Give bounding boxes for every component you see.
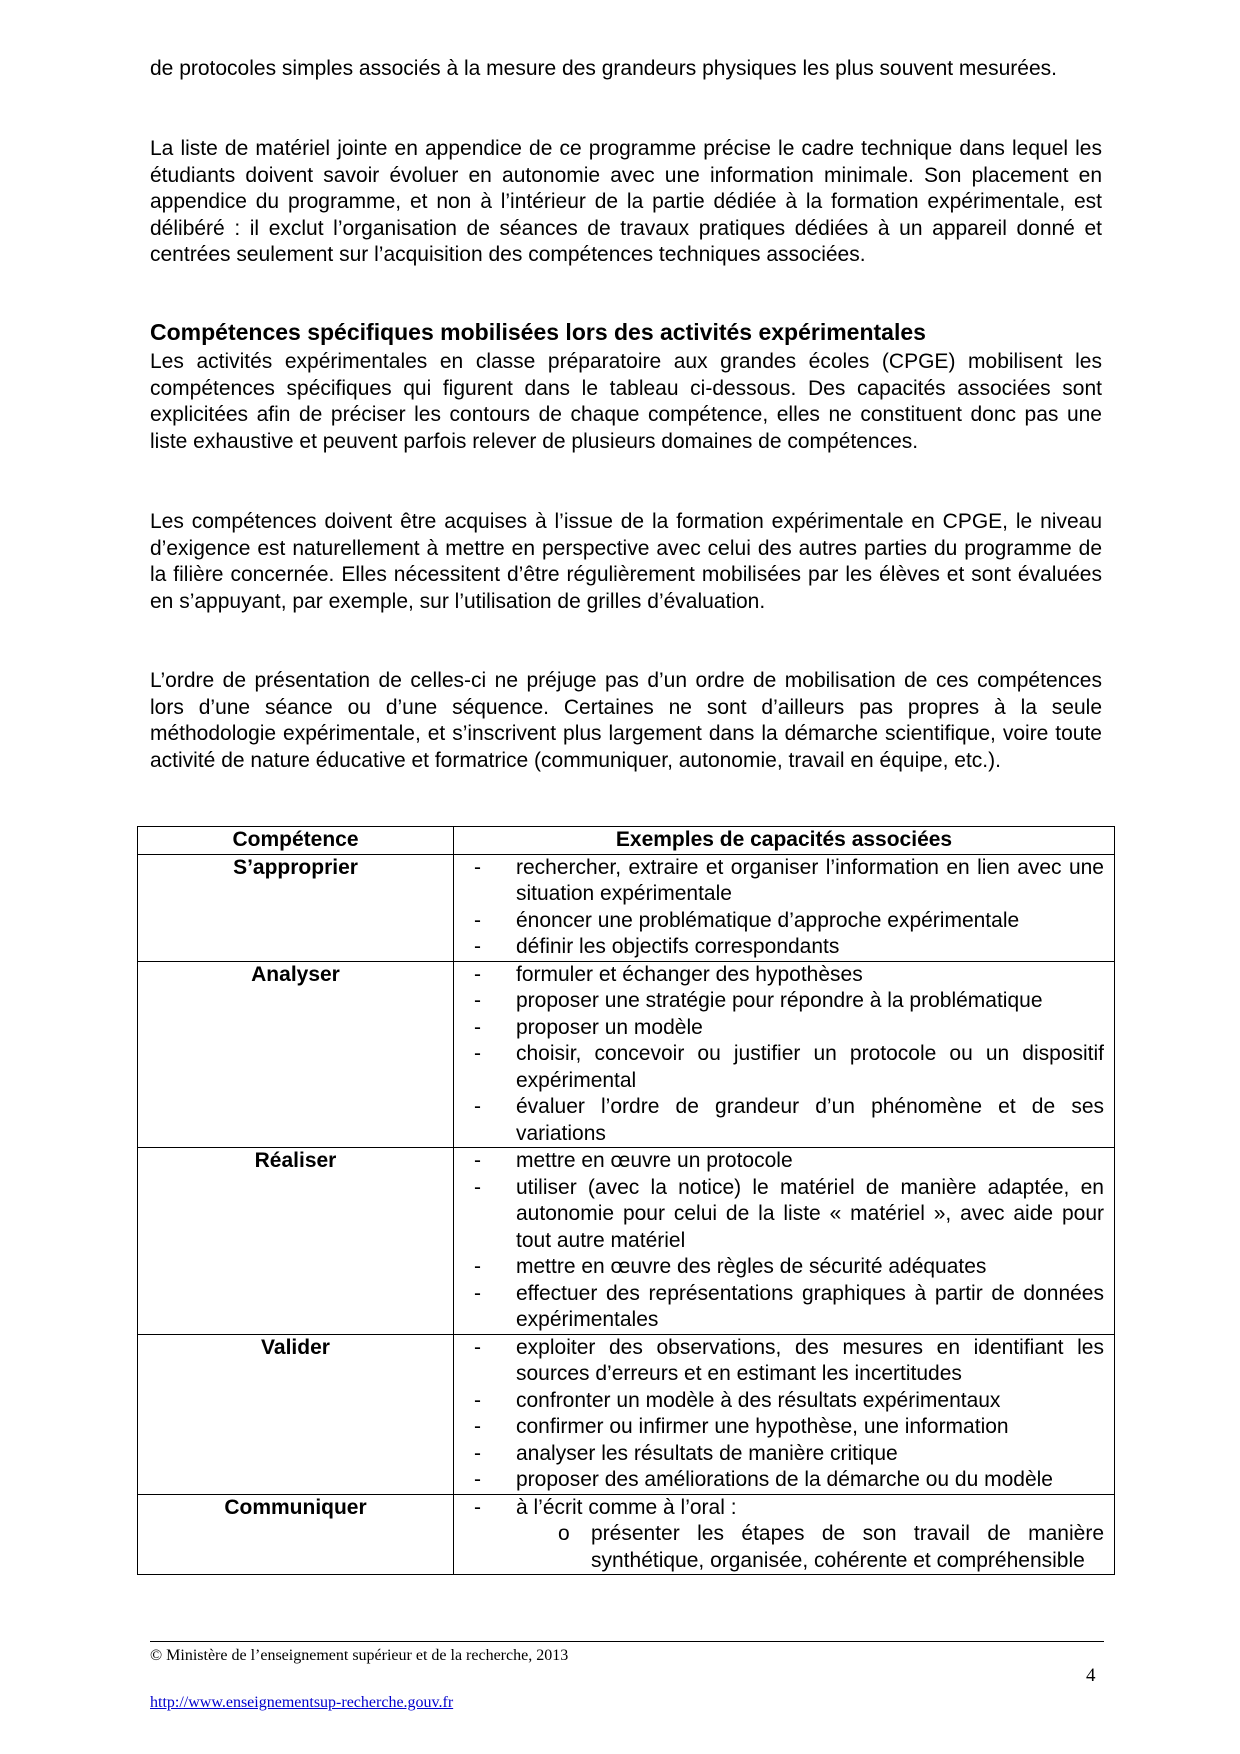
table-row [138,1148,1115,1335]
page-number: 4 [1086,1665,1096,1686]
list-item: - proposer une stratégie pour répondre à la problématique [466,988,1104,1015]
paragraph-text: L’ordre de présentation de celles-ci ne préjuge pas d’un ordre de mobilisation de ces compétences lors d’une séance ou d’une séquence. Certaines ne sont d’ailleurs pas propres à la seule méthodologie expérimentale, et s’inscrivent plus largement dans la démarche scientifique, voire toute activité de nature éducative et formatrice (communiquer, autonomie, travail en équipe, etc.). [150,669,1102,772]
paragraph-text: Les activités expérimentales en classe préparatoire aux grandes écoles (CPGE) mobilisent les compétences spécifiques qui figurent dans le tableau ci-dessous. Des capacités associées sont explicitées afin de préciser les contours de chaque compétence, elles ne constituent donc pas une liste exhaustive et peuvent parfois relever de plusieurs domaines de compétences. [150,350,1102,453]
list-item: - choisir, concevoir ou justifier un protocole ou un dispositif expérimental [466,1041,1104,1094]
list-item: - évaluer l’ordre de grandeur d’un phénomène et de ses variations [466,1094,1104,1147]
body-paragraph-2 [150,136,1102,269]
list-item: - confronter un modèle à des résultats expérimentaux [466,1388,1104,1415]
list-item: - utiliser (avec la notice) le matériel de manière adaptée, en autonomie pour celui de la liste « matériel », avec aide pour tout autre matériel [466,1175,1104,1255]
list-item: - exploiter des observations, des mesures en identifiant les sources d’erreurs et en estimant les incertitudes [466,1335,1104,1388]
paragraph-text: Les compétences doivent être acquises à l’issue de la formation expérimentale en CPGE, le niveau d’exigence est naturellement à mettre en perspective avec celui des autres parties du programme de la filière concernée. Elles nécessitent d’être régulièrement mobilisées par les élèves et sont évaluées en s’appuyant, par exemple, sur l’utilisation de grilles d’évaluation. [150,510,1102,613]
list-item-text: à l’écrit comme à l’oral : [516,1495,737,1519]
list-item: - mettre en œuvre un protocole [466,1148,1104,1175]
paragraph-text: La liste de matériel jointe en appendice de ce programme précise le cadre technique dans lequel les étudiants doivent savoir évoluer en autonomie avec une information minimale. Son placement en appendice du programme, et non à l’intérieur de la partie dédiée à la formation expérimentale, est délibéré : il exclut l’organisation de séances de travaux pratiques dédiées à un appareil donné et centrées seulement sur l’acquisition des compétences techniques associées. [150,137,1102,266]
capacites-cell [454,854,1115,961]
list-item: - énoncer une problématique d’approche expérimentale [466,908,1104,935]
list-item: - proposer un modèle [466,1015,1104,1042]
list-item: - mettre en œuvre des règles de sécurité adéquates [466,1254,1104,1281]
sub-list-item: o présenter les étapes de son travail de manière synthétique, organisée, cohérente et compréhensible [516,1521,1104,1574]
competence-name: S’approprier [138,854,454,961]
capacites-cell [454,1334,1115,1494]
body-paragraph-5 [150,668,1102,774]
footer-url-link[interactable]: http://www.enseignementsup-recherche.gouv.fr [150,1694,454,1711]
footer-copyright: © Ministère de l’enseignement supérieur et de la recherche, 2013 [150,1647,569,1664]
table-row [138,1334,1115,1494]
list-item [466,1495,1104,1575]
table-row [138,961,1115,1148]
table-row [138,1494,1115,1575]
list-item: - formuler et échanger des hypothèses [466,962,1104,989]
paragraph-text: de protocoles simples associés à la mesure des grandeurs physiques les plus souvent mesurées. [150,57,1057,80]
footer-divider [150,1641,1104,1642]
competences-table [137,826,1115,1575]
competence-name: Communiquer [138,1494,454,1575]
capacites-cell [454,1148,1115,1335]
body-paragraph-1 [150,56,1102,83]
list-item: - analyser les résultats de manière critique [466,1441,1104,1468]
list-item: - définir les objectifs correspondants [466,934,1104,961]
competence-name: Analyser [138,961,454,1148]
capacites-cell [454,961,1115,1148]
list-item: - confirmer ou infirmer une hypothèse, une information [466,1414,1104,1441]
header-capacites: Exemples de capacités associées [454,827,1115,855]
capacites-cell [454,1494,1115,1575]
section-heading: Compétences spécifiques mobilisées lors des activités expérimentales [150,319,926,345]
table-row [138,854,1115,961]
competence-name: Valider [138,1334,454,1494]
list-item: - rechercher, extraire et organiser l’information en lien avec une situation expérimentale [466,855,1104,908]
table-header-row [138,827,1115,855]
body-paragraph-4 [150,509,1102,615]
list-item: - effectuer des représentations graphiques à partir de données expérimentales [466,1281,1104,1334]
list-item: - proposer des améliorations de la démarche ou du modèle [466,1467,1104,1494]
body-paragraph-3 [150,349,1102,455]
competence-name: Réaliser [138,1148,454,1335]
header-competence: Compétence [138,827,454,855]
